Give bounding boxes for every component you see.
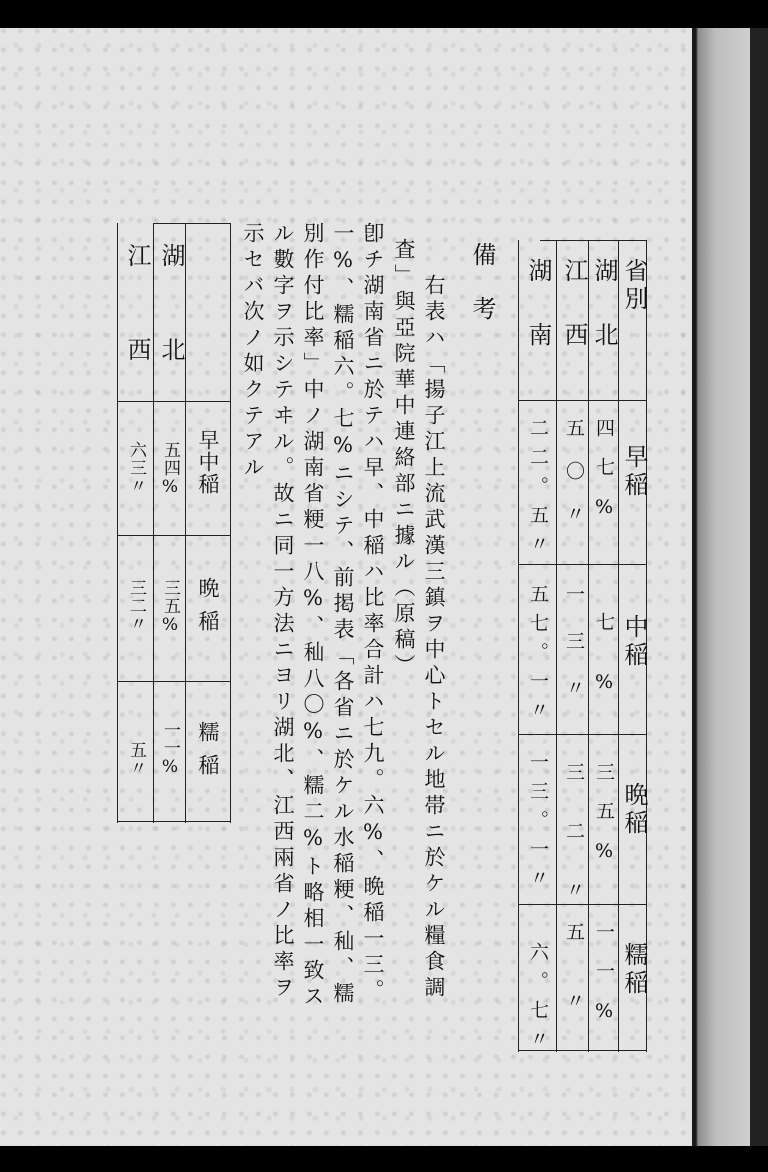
remarks-line: ル數字ヲ示シテヰル。故ニ同一方法ニヨリ湖北、江西兩省ノ比率ヲ	[271, 222, 295, 1002]
header-province-label: 省別	[620, 258, 648, 314]
table-cell: 五四%	[160, 441, 180, 498]
header-early-rice: 早稲	[620, 444, 648, 500]
remarks-title: 備考	[468, 242, 496, 350]
remarks-line: 査」與亞院華中連絡部ニ據ル（原稿）	[392, 238, 416, 680]
book-binding	[692, 28, 750, 1146]
header-mid-rice: 中稲	[620, 614, 648, 670]
table-cell: 七%	[593, 612, 615, 733]
remarks-line: 一%、糯稲六。七%ニシテ、前掲表「各省ニ於ケル水稲粳、秈、糯	[331, 222, 355, 1008]
table-row-province: 湖北	[590, 258, 618, 386]
table-row-province: 湖北	[157, 243, 185, 431]
table-cell: 一三。一〃	[527, 752, 549, 897]
table-cell: 一三〃	[563, 584, 585, 725]
table-cell: 四七%	[593, 418, 615, 538]
table-row-province: 江西	[560, 258, 588, 386]
table-cell: 三二〃	[563, 762, 585, 939]
table-cell: 五〃	[126, 741, 146, 777]
page-edge	[750, 28, 768, 1146]
rice-ratio-table	[518, 222, 648, 1060]
remarks-line: 右表ハ「揚子江上流武漢三鎮ヲ中心トセル地帯ニ於ケル糧食調	[422, 274, 446, 1002]
header-glutinous-rice: 糯稲	[620, 942, 648, 998]
header-late-rice: 晩稲	[620, 782, 648, 838]
table-cell: 二二。五〃	[527, 418, 549, 563]
table-cell: 三二〃	[126, 579, 146, 633]
table-cell: 六三〃	[126, 441, 146, 495]
table-cell: 一一%	[160, 721, 180, 778]
remarks-line: 示セバ次ノ如クテアル	[241, 222, 265, 482]
table-cell: 六。七〃	[527, 942, 549, 1058]
table-cell: 五〃	[563, 922, 585, 1060]
table-cell: 五七。一〃	[527, 584, 549, 729]
table-cell: 三五%	[593, 762, 615, 882]
header-late-rice: 晩稲	[196, 577, 220, 643]
header-early-mid-rice: 早中稲	[196, 429, 220, 495]
remarks-line: 卽チ湖南省ニ於テハ早、中稲ハ比率合計ハ七九。六%、晩稲一三。	[361, 222, 385, 1005]
table-cell: 三五%	[160, 579, 180, 636]
table-row-province: 江西	[123, 243, 151, 431]
remarks-line: 別作付比率」中ノ湖南省粳一八%、秈八〇%、糯二%ト略相一致ス	[301, 222, 325, 1011]
header-glutinous-rice: 糯稲	[196, 721, 220, 787]
table-row-province: 湖南	[524, 258, 552, 386]
table-cell: 五〇〃	[563, 418, 585, 547]
table-cell: 一一%	[593, 922, 615, 1042]
province-ratio-table	[117, 213, 230, 823]
